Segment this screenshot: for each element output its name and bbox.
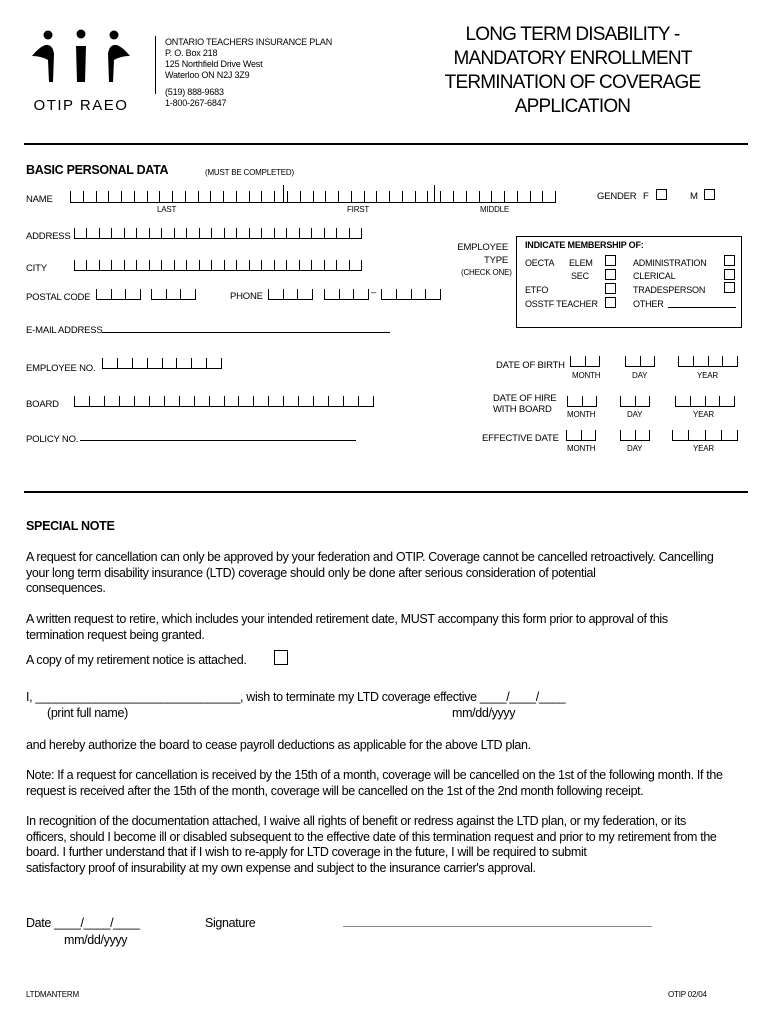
- effective-day-caption: DAY: [627, 444, 643, 453]
- postal-label: POSTAL CODE: [26, 292, 91, 303]
- employee-type-label: [440, 241, 508, 267]
- hire-year-caption: YEAR: [693, 410, 714, 419]
- section-divider: [24, 491, 748, 493]
- paragraph-line: board. I further understand that if I wish to re-apply for LTD coverage in the future, I will be required to submit: [26, 845, 587, 859]
- dob-day-field[interactable]: [625, 356, 655, 367]
- board-label: BOARD: [26, 399, 59, 410]
- board-field[interactable]: [74, 396, 374, 407]
- phone-dash: –: [371, 287, 377, 298]
- hire-month-field[interactable]: [567, 396, 597, 407]
- gender-label: GENDER: [597, 191, 637, 202]
- effective-year-field[interactable]: [672, 430, 738, 441]
- hire-label: [493, 393, 556, 415]
- title-line: MANDATORY ENROLLMENT: [453, 48, 692, 69]
- terminate-statement: I, _______________________________, wish to terminate my LTD coverage effective ____/____/____: [26, 690, 566, 704]
- paragraph-line: your long term disability insurance (LTD) coverage should only be done after serious consideration of potential: [26, 565, 596, 580]
- osstf-label: OSSTF TEACHER: [525, 299, 598, 309]
- logo-text: OTIP RAEO: [33, 97, 129, 114]
- elem-checkbox[interactable]: [605, 255, 616, 266]
- elem-label: ELEM: [569, 258, 593, 268]
- top-divider: [24, 143, 748, 145]
- policy-field[interactable]: [80, 440, 356, 441]
- must-note: (MUST BE COMPLETED): [205, 168, 294, 177]
- form-code: LTDMANTERM: [26, 990, 79, 999]
- hire-day-caption: DAY: [627, 410, 643, 419]
- paragraph-line: request is received after the 15th of the month, coverage will be cancelled on the 1st of the 2nd month following receipt.: [26, 783, 644, 798]
- tradesperson-label: TRADESPERSON: [633, 285, 706, 295]
- paragraph-line: consequences.: [26, 581, 106, 595]
- sec-label: SEC: [571, 271, 589, 281]
- employee-no-label: EMPLOYEE NO.: [26, 363, 96, 374]
- name-field[interactable]: [70, 191, 556, 203]
- administration-label: ADMINISTRATION: [633, 258, 707, 268]
- check-one-label: (CHECK ONE): [461, 268, 512, 277]
- form-title: [420, 23, 725, 119]
- gender-m-label: M: [690, 191, 698, 202]
- effective-year-caption: YEAR: [693, 444, 714, 453]
- employee-type-line: TYPE: [483, 255, 508, 266]
- gender-f-label: F: [643, 191, 649, 202]
- postal-field-part-2[interactable]: [151, 289, 196, 300]
- otip-logo: [26, 26, 136, 116]
- title-line: TERMINATION OF COVERAGE: [444, 72, 701, 93]
- membership-heading: INDICATE MEMBERSHIP OF:: [525, 240, 644, 250]
- hire-day-field[interactable]: [620, 396, 650, 407]
- form-version: OTIP 02/04: [668, 990, 707, 999]
- employee-type-line: EMPLOYEE: [457, 242, 508, 253]
- gender-m-checkbox[interactable]: [704, 189, 715, 200]
- hire-year-field[interactable]: [675, 396, 735, 407]
- address-line: Waterloo ON N2J 3Z9: [165, 70, 250, 80]
- signature-field[interactable]: [343, 926, 652, 927]
- last-label: LAST: [157, 205, 177, 214]
- city-label: CITY: [26, 263, 47, 274]
- etfo-label: ETFO: [525, 285, 549, 295]
- paragraph-line: termination request being granted.: [26, 627, 205, 642]
- clerical-label: CLERICAL: [633, 271, 676, 281]
- paragraph-line: A written request to retire, which includes your intended retirement date, MUST accompany this form prior to approval of this: [26, 612, 668, 626]
- copy-notice-checkbox[interactable]: [274, 650, 288, 665]
- paragraph-line: In recognition of the documentation attached, I waive all rights of benefit or redress against the LTD plan, or my federation, or its: [26, 814, 686, 828]
- etfo-checkbox[interactable]: [605, 283, 616, 294]
- policy-label: POLICY NO.: [26, 434, 79, 445]
- osstf-checkbox[interactable]: [605, 297, 616, 308]
- address-line: P. O. Box 218: [165, 48, 218, 58]
- other-field[interactable]: [668, 307, 736, 308]
- title-line: APPLICATION: [514, 96, 631, 117]
- address-field[interactable]: [74, 228, 362, 239]
- city-field[interactable]: [74, 260, 362, 271]
- middle-label: MIDDLE: [480, 205, 510, 214]
- paragraph-line: officers, should I become ill or disabled subsequent to the effective date of this termination request and prior to my retirement from the: [26, 829, 717, 844]
- print-name-caption: (print full name): [47, 706, 128, 720]
- postal-field-part-1[interactable]: [96, 289, 141, 300]
- dob-day-caption: DAY: [632, 371, 648, 380]
- paragraph-line: A request for cancellation can only be approved by your federation and OTIP. Coverage cannot be cancelled retroactively. Cancelling: [26, 550, 714, 564]
- dob-year-caption: YEAR: [697, 371, 718, 380]
- name-separator: [434, 185, 435, 202]
- signature-label: Signature: [205, 916, 256, 930]
- administration-checkbox[interactable]: [724, 255, 735, 266]
- phone-line: 1-800-267-6847: [165, 98, 227, 108]
- title-line: LONG TERM DISABILITY -: [465, 24, 680, 45]
- insurer-address: [165, 37, 332, 109]
- cancellation-paragraph: [26, 550, 746, 597]
- waiver-paragraph: [26, 814, 756, 876]
- authorize-statement: and hereby authorize the board to cease payroll deductions as applicable for the above LTD plan.: [26, 738, 531, 752]
- dob-month-field[interactable]: [570, 356, 600, 367]
- phone-area-field[interactable]: [268, 289, 313, 300]
- first-label: FIRST: [347, 205, 370, 214]
- gender-f-checkbox[interactable]: [656, 189, 667, 200]
- effective-date-label: EFFECTIVE DATE: [482, 433, 559, 444]
- hire-label-line: WITH BOARD: [493, 404, 552, 415]
- phone-line-field[interactable]: [381, 289, 441, 300]
- employee-no-field[interactable]: [102, 358, 222, 369]
- address-label: ADDRESS: [26, 231, 71, 242]
- dob-label: DATE OF BIRTH: [496, 360, 565, 371]
- effective-month-field[interactable]: [566, 430, 596, 441]
- tradesperson-checkbox[interactable]: [724, 282, 735, 293]
- email-label: E-MAIL ADDRESS: [26, 325, 103, 336]
- address-line: 125 Northfield Drive West: [165, 59, 263, 69]
- address-block: [155, 36, 156, 94]
- phone-label: PHONE: [230, 291, 263, 302]
- effective-day-field[interactable]: [620, 430, 650, 441]
- people-logo-icon: [26, 26, 136, 88]
- name-separator: [283, 185, 284, 202]
- effective-date-format: mm/dd/yyyy: [452, 706, 516, 720]
- timing-note-paragraph: [26, 768, 756, 799]
- email-field[interactable]: [102, 332, 390, 333]
- oecta-label: OECTA: [525, 258, 555, 268]
- copy-notice-text: A copy of my retirement notice is attached.: [26, 653, 247, 667]
- section-heading: BASIC PERSONAL DATA: [26, 163, 169, 177]
- sec-checkbox[interactable]: [605, 269, 616, 280]
- paragraph-line: satisfactory proof of insurability at my own expense and subject to the insurance carrier's approval.: [26, 860, 536, 875]
- dob-year-field[interactable]: [678, 356, 738, 367]
- hire-month-caption: MONTH: [567, 410, 596, 419]
- name-label: NAME: [26, 194, 53, 205]
- special-note-heading: SPECIAL NOTE: [26, 519, 115, 533]
- retire-request-paragraph: [26, 612, 746, 643]
- hire-label-line: DATE OF HIRE: [493, 393, 557, 404]
- other-label: OTHER: [633, 299, 664, 309]
- address-line: ONTARIO TEACHERS INSURANCE PLAN: [165, 37, 332, 47]
- clerical-checkbox[interactable]: [724, 269, 735, 280]
- date-format-caption: mm/dd/yyyy: [64, 933, 128, 947]
- date-field[interactable]: Date ____/____/____: [26, 916, 140, 930]
- effective-month-caption: MONTH: [567, 444, 596, 453]
- phone-prefix-field[interactable]: [324, 289, 369, 300]
- phone-line: (519) 888-9683: [165, 87, 224, 97]
- dob-month-caption: MONTH: [572, 371, 601, 380]
- paragraph-line: Note: If a request for cancellation is received by the 15th of a month, coverage will be cancelled on the 1st of the following month. If the: [26, 768, 723, 782]
